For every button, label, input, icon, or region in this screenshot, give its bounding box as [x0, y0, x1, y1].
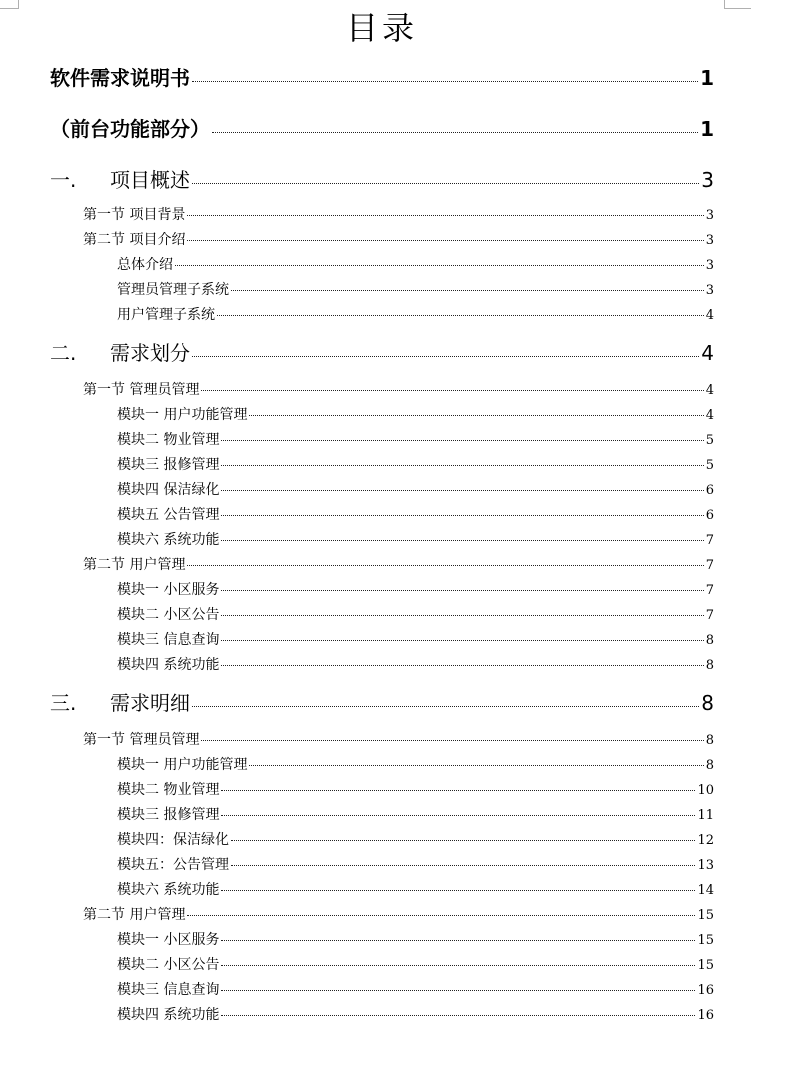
toc-entry[interactable]	[83, 230, 714, 250]
toc-page-number: 15	[697, 933, 714, 948]
toc-entry[interactable]	[117, 1005, 714, 1025]
toc-entry[interactable]	[117, 930, 714, 950]
toc-dot-leader	[221, 540, 703, 541]
toc-dot-leader	[221, 790, 695, 791]
toc-dot-leader	[221, 440, 703, 441]
toc-page-number: 7	[705, 608, 714, 623]
toc-entry-label: 模块一 用户功能管理	[117, 407, 248, 423]
toc-page-number: 16	[697, 1008, 714, 1023]
toc-entry[interactable]	[117, 580, 714, 600]
toc-entry-label: 软件需求说明书	[50, 66, 190, 90]
toc-entry[interactable]	[83, 555, 714, 575]
toc-page-number: 5	[705, 433, 714, 448]
toc-entry-label: 模块二 物业管理	[117, 782, 220, 798]
toc-entry-number: 一.	[50, 168, 77, 192]
toc-entry-label: 第二节 用户管理	[83, 557, 186, 573]
toc-title: 目录	[345, 9, 418, 47]
toc-dot-leader	[221, 515, 703, 516]
toc-dot-leader	[221, 465, 703, 466]
toc-entry-label: 模块一 小区服务	[117, 582, 220, 598]
toc-entry-label: 管理员管理子系统	[117, 282, 229, 298]
toc-entry-label: 模块三 报修管理	[117, 807, 220, 823]
toc-page-number: 3	[705, 283, 714, 298]
toc-entry-label: 第二节 用户管理	[83, 907, 186, 923]
toc-page-number: 5	[705, 458, 714, 473]
toc-entry-label	[50, 688, 190, 718]
toc-entry[interactable]	[117, 855, 714, 875]
toc-entry[interactable]	[117, 405, 714, 425]
toc-entry-number: 三.	[50, 691, 77, 715]
toc-entry-label: 模块一 小区服务	[117, 932, 220, 948]
toc-entry[interactable]	[50, 63, 714, 93]
toc-entry-label: 模块四：保洁绿化	[117, 832, 229, 848]
toc-dot-leader	[221, 890, 695, 891]
toc-dot-leader	[201, 740, 703, 741]
toc-dot-leader	[192, 706, 699, 707]
toc-page-number: 7	[705, 533, 714, 548]
toc-entry[interactable]	[117, 630, 714, 650]
toc-entry[interactable]	[117, 280, 714, 300]
toc-dot-leader	[221, 940, 695, 941]
toc-entry[interactable]	[117, 805, 714, 825]
toc-page-number: 1	[700, 66, 714, 90]
toc-entry[interactable]	[117, 780, 714, 800]
toc-entry-text: 需求明细	[110, 691, 190, 715]
toc-entry-label: 第一节 项目背景	[83, 207, 186, 223]
toc-page-number: 16	[697, 983, 714, 998]
toc-dot-leader	[192, 183, 699, 184]
toc-entry-label: 模块二 物业管理	[117, 432, 220, 448]
toc-entry[interactable]	[117, 830, 714, 850]
toc-dot-leader	[175, 265, 704, 266]
toc-entry-label: 第一节 管理员管理	[83, 732, 200, 748]
toc-entry-label: 模块六 系统功能	[117, 882, 220, 898]
toc-entry[interactable]	[117, 505, 714, 525]
toc-entry-label: 第一节 管理员管理	[83, 382, 200, 398]
toc-entry[interactable]	[50, 114, 714, 144]
toc-dot-leader	[249, 415, 703, 416]
toc-entry-label: 模块六 系统功能	[117, 532, 220, 548]
toc-entry[interactable]	[83, 205, 714, 225]
toc-entry-label	[50, 165, 190, 195]
toc-entry[interactable]	[117, 605, 714, 625]
toc-dot-leader	[212, 132, 698, 133]
toc-page-number: 4	[701, 341, 714, 365]
toc-entry[interactable]	[117, 955, 714, 975]
toc-dot-leader	[217, 315, 704, 316]
toc-entry-label: 模块三 信息查询	[117, 632, 220, 648]
toc-page-number: 6	[705, 483, 714, 498]
toc-page-number: 3	[705, 258, 714, 273]
toc-entry[interactable]	[83, 905, 714, 925]
toc-entry[interactable]	[117, 980, 714, 1000]
toc-entry[interactable]	[117, 755, 714, 775]
toc-page-number: 4	[705, 308, 714, 323]
toc-entry-number: 二.	[50, 341, 77, 365]
toc-entry-label: 模块四 保洁绿化	[117, 482, 220, 498]
toc-entry-label: 模块四 系统功能	[117, 1007, 220, 1023]
toc-entry-label	[50, 338, 190, 368]
toc-dot-leader	[231, 840, 695, 841]
toc-dot-leader	[231, 865, 695, 866]
toc-entry[interactable]	[83, 380, 714, 400]
toc-page-number: 3	[705, 233, 714, 248]
toc-dot-leader	[221, 815, 695, 816]
toc-page-number: 7	[705, 583, 714, 598]
toc-page-number: 8	[705, 733, 714, 748]
toc-page-number: 4	[705, 383, 714, 398]
toc-entry[interactable]	[117, 655, 714, 675]
toc-dot-leader	[187, 215, 703, 216]
toc-entry-label: 模块五：公告管理	[117, 857, 229, 873]
toc-dot-leader	[192, 81, 698, 82]
toc-entry[interactable]	[117, 255, 714, 275]
toc-dot-leader	[231, 290, 704, 291]
toc-page-number: 4	[705, 408, 714, 423]
toc-page-number: 8	[705, 758, 714, 773]
toc-page-number: 1	[700, 117, 714, 141]
toc-dot-leader	[221, 615, 703, 616]
toc-entry-label: 模块一 用户功能管理	[117, 757, 248, 773]
toc-page-number: 15	[697, 908, 714, 923]
toc-page-number: 6	[705, 508, 714, 523]
toc-dot-leader	[192, 356, 699, 357]
toc-dot-leader	[187, 565, 703, 566]
toc-entry-label: 总体介绍	[117, 257, 173, 273]
toc-page-number: 10	[697, 783, 714, 798]
toc-entry[interactable]	[117, 430, 714, 450]
toc-entry-label: 用户管理子系统	[117, 307, 215, 323]
toc-entry-label: （前台功能部分）	[50, 117, 210, 141]
toc-entry[interactable]	[117, 530, 714, 550]
toc-entry-label: 模块三 信息查询	[117, 982, 220, 998]
toc-entry[interactable]	[117, 480, 714, 500]
toc-page-number: 8	[705, 658, 714, 673]
toc-entry[interactable]	[50, 165, 714, 195]
toc-entry[interactable]	[83, 730, 714, 750]
toc-entry[interactable]	[117, 455, 714, 475]
toc-dot-leader	[221, 665, 703, 666]
toc-dot-leader	[221, 990, 695, 991]
toc-page-number: 7	[705, 558, 714, 573]
toc-entry-label: 模块二 小区公告	[117, 607, 220, 623]
toc-dot-leader	[187, 240, 703, 241]
toc-entry-label: 模块四 系统功能	[117, 657, 220, 673]
toc-entry-label: 第二节 项目介绍	[83, 232, 186, 248]
toc-page-number: 14	[697, 883, 714, 898]
toc-dot-leader	[221, 1015, 695, 1016]
toc-dot-leader	[201, 390, 703, 391]
toc-entry[interactable]	[50, 338, 714, 368]
toc-page-number: 12	[697, 833, 714, 848]
toc-entry-label: 模块三 报修管理	[117, 457, 220, 473]
toc-page-number: 8	[701, 691, 714, 715]
toc-dot-leader	[221, 590, 703, 591]
toc-entry[interactable]	[50, 688, 714, 718]
toc-entry[interactable]	[117, 305, 714, 325]
toc-dot-leader	[221, 640, 703, 641]
toc-dot-leader	[221, 965, 695, 966]
toc-page-number: 13	[697, 858, 714, 873]
toc-entry-text: 项目概述	[110, 168, 190, 192]
toc-page-number: 11	[697, 808, 714, 823]
toc-entry-label: 模块二 小区公告	[117, 957, 220, 973]
toc-page-number: 15	[697, 958, 714, 973]
toc-page-number: 3	[701, 168, 714, 192]
toc-page-number: 3	[705, 208, 714, 223]
toc-dot-leader	[221, 490, 703, 491]
toc-dot-leader	[187, 915, 695, 916]
toc-entry[interactable]	[117, 880, 714, 900]
toc-dot-leader	[249, 765, 703, 766]
toc-page-number: 8	[705, 633, 714, 648]
toc-entry-text: 需求划分	[110, 341, 190, 365]
toc-entry-label: 模块五 公告管理	[117, 507, 220, 523]
